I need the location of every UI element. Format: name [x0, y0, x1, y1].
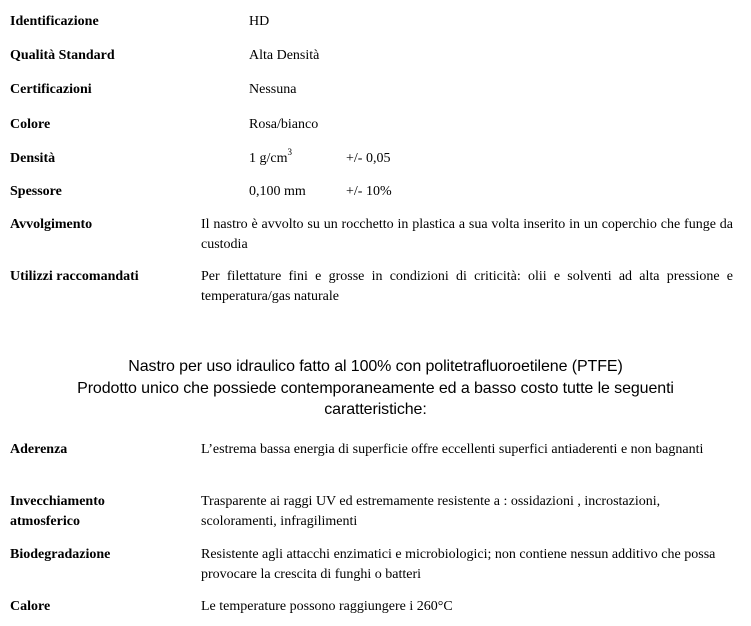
- property-label-invecchiamento: Invecchiamento: [10, 494, 105, 509]
- spec-value-qualita: Alta Densità: [249, 48, 320, 63]
- property-text-calore: Le temperature possono raggiungere i 260°C: [201, 599, 453, 614]
- spec-value-certificazioni: Nessuna: [249, 82, 297, 97]
- density-unit-superscript: 3: [287, 147, 292, 158]
- property-label-biodegradazione: Biodegradazione: [10, 547, 111, 562]
- property-label-atmosferico: atmosferico: [10, 514, 80, 529]
- property-text-invecchiamento: Trasparente ai raggi UV ed estremamente resistente a : ossidazioni , incrostazioni, scoloramenti, infragilimenti: [201, 494, 661, 529]
- spec-value-spessore: 0,100 mm: [249, 184, 306, 199]
- spec-label-spessore: Spessore: [10, 184, 62, 199]
- property-text-aderenza: L’estrema bassa energia di superficie offre eccellenti superfici antiaderenti e non bagnanti: [201, 442, 704, 457]
- spec-tolerance-spessore: +/- 10%: [346, 184, 392, 199]
- spec-label-densita: Densità: [10, 151, 56, 166]
- heading-line-2: Prodotto unico che possiede contemporaneamente ed a basso costo tutte le seguenti: [77, 379, 674, 397]
- heading-line-1: Nastro per uso idraulico fatto al 100% con politetrafluoroetilene (PTFE): [128, 358, 623, 375]
- heading-line-3: caratteristiche:: [324, 401, 427, 418]
- spec-label-certificazioni: Certificazioni: [10, 82, 92, 97]
- detail-text-avvolgimento: Il nastro è avvolto su un rocchetto in plastica a sua volta inserito in un coperchio che funge da custodia: [201, 217, 733, 252]
- density-value-text: 1 g/cm: [249, 151, 288, 166]
- spec-value-identificazione: HD: [249, 14, 270, 29]
- spec-value-colore: Rosa/bianco: [249, 117, 319, 132]
- spec-label-qualita: Qualità Standard: [10, 48, 115, 63]
- property-label-calore: Calore: [10, 599, 51, 614]
- property-text-biodegradazione: Resistente agli attacchi enzimatici e microbiologici; non contiene nessun additivo che possa provocare la crescita di funghi o batteri: [201, 547, 716, 582]
- detail-label-utilizzi: Utilizzi raccomandati: [10, 269, 139, 284]
- detail-text-utilizzi: Per filettature fini e grosse in condizioni di criticità: olii e solventi ad alta pressione e temperatura/gas naturale: [201, 269, 733, 304]
- spec-tolerance-densita: +/- 0,05: [346, 151, 391, 166]
- spec-value-densita: [249, 149, 292, 169]
- product-description-heading: [20, 356, 731, 421]
- spec-label-identificazione: Identificazione: [10, 14, 99, 29]
- spec-label-colore: Colore: [10, 117, 51, 132]
- detail-label-avvolgimento: Avvolgimento: [10, 217, 93, 232]
- property-label-aderenza: Aderenza: [10, 442, 68, 457]
